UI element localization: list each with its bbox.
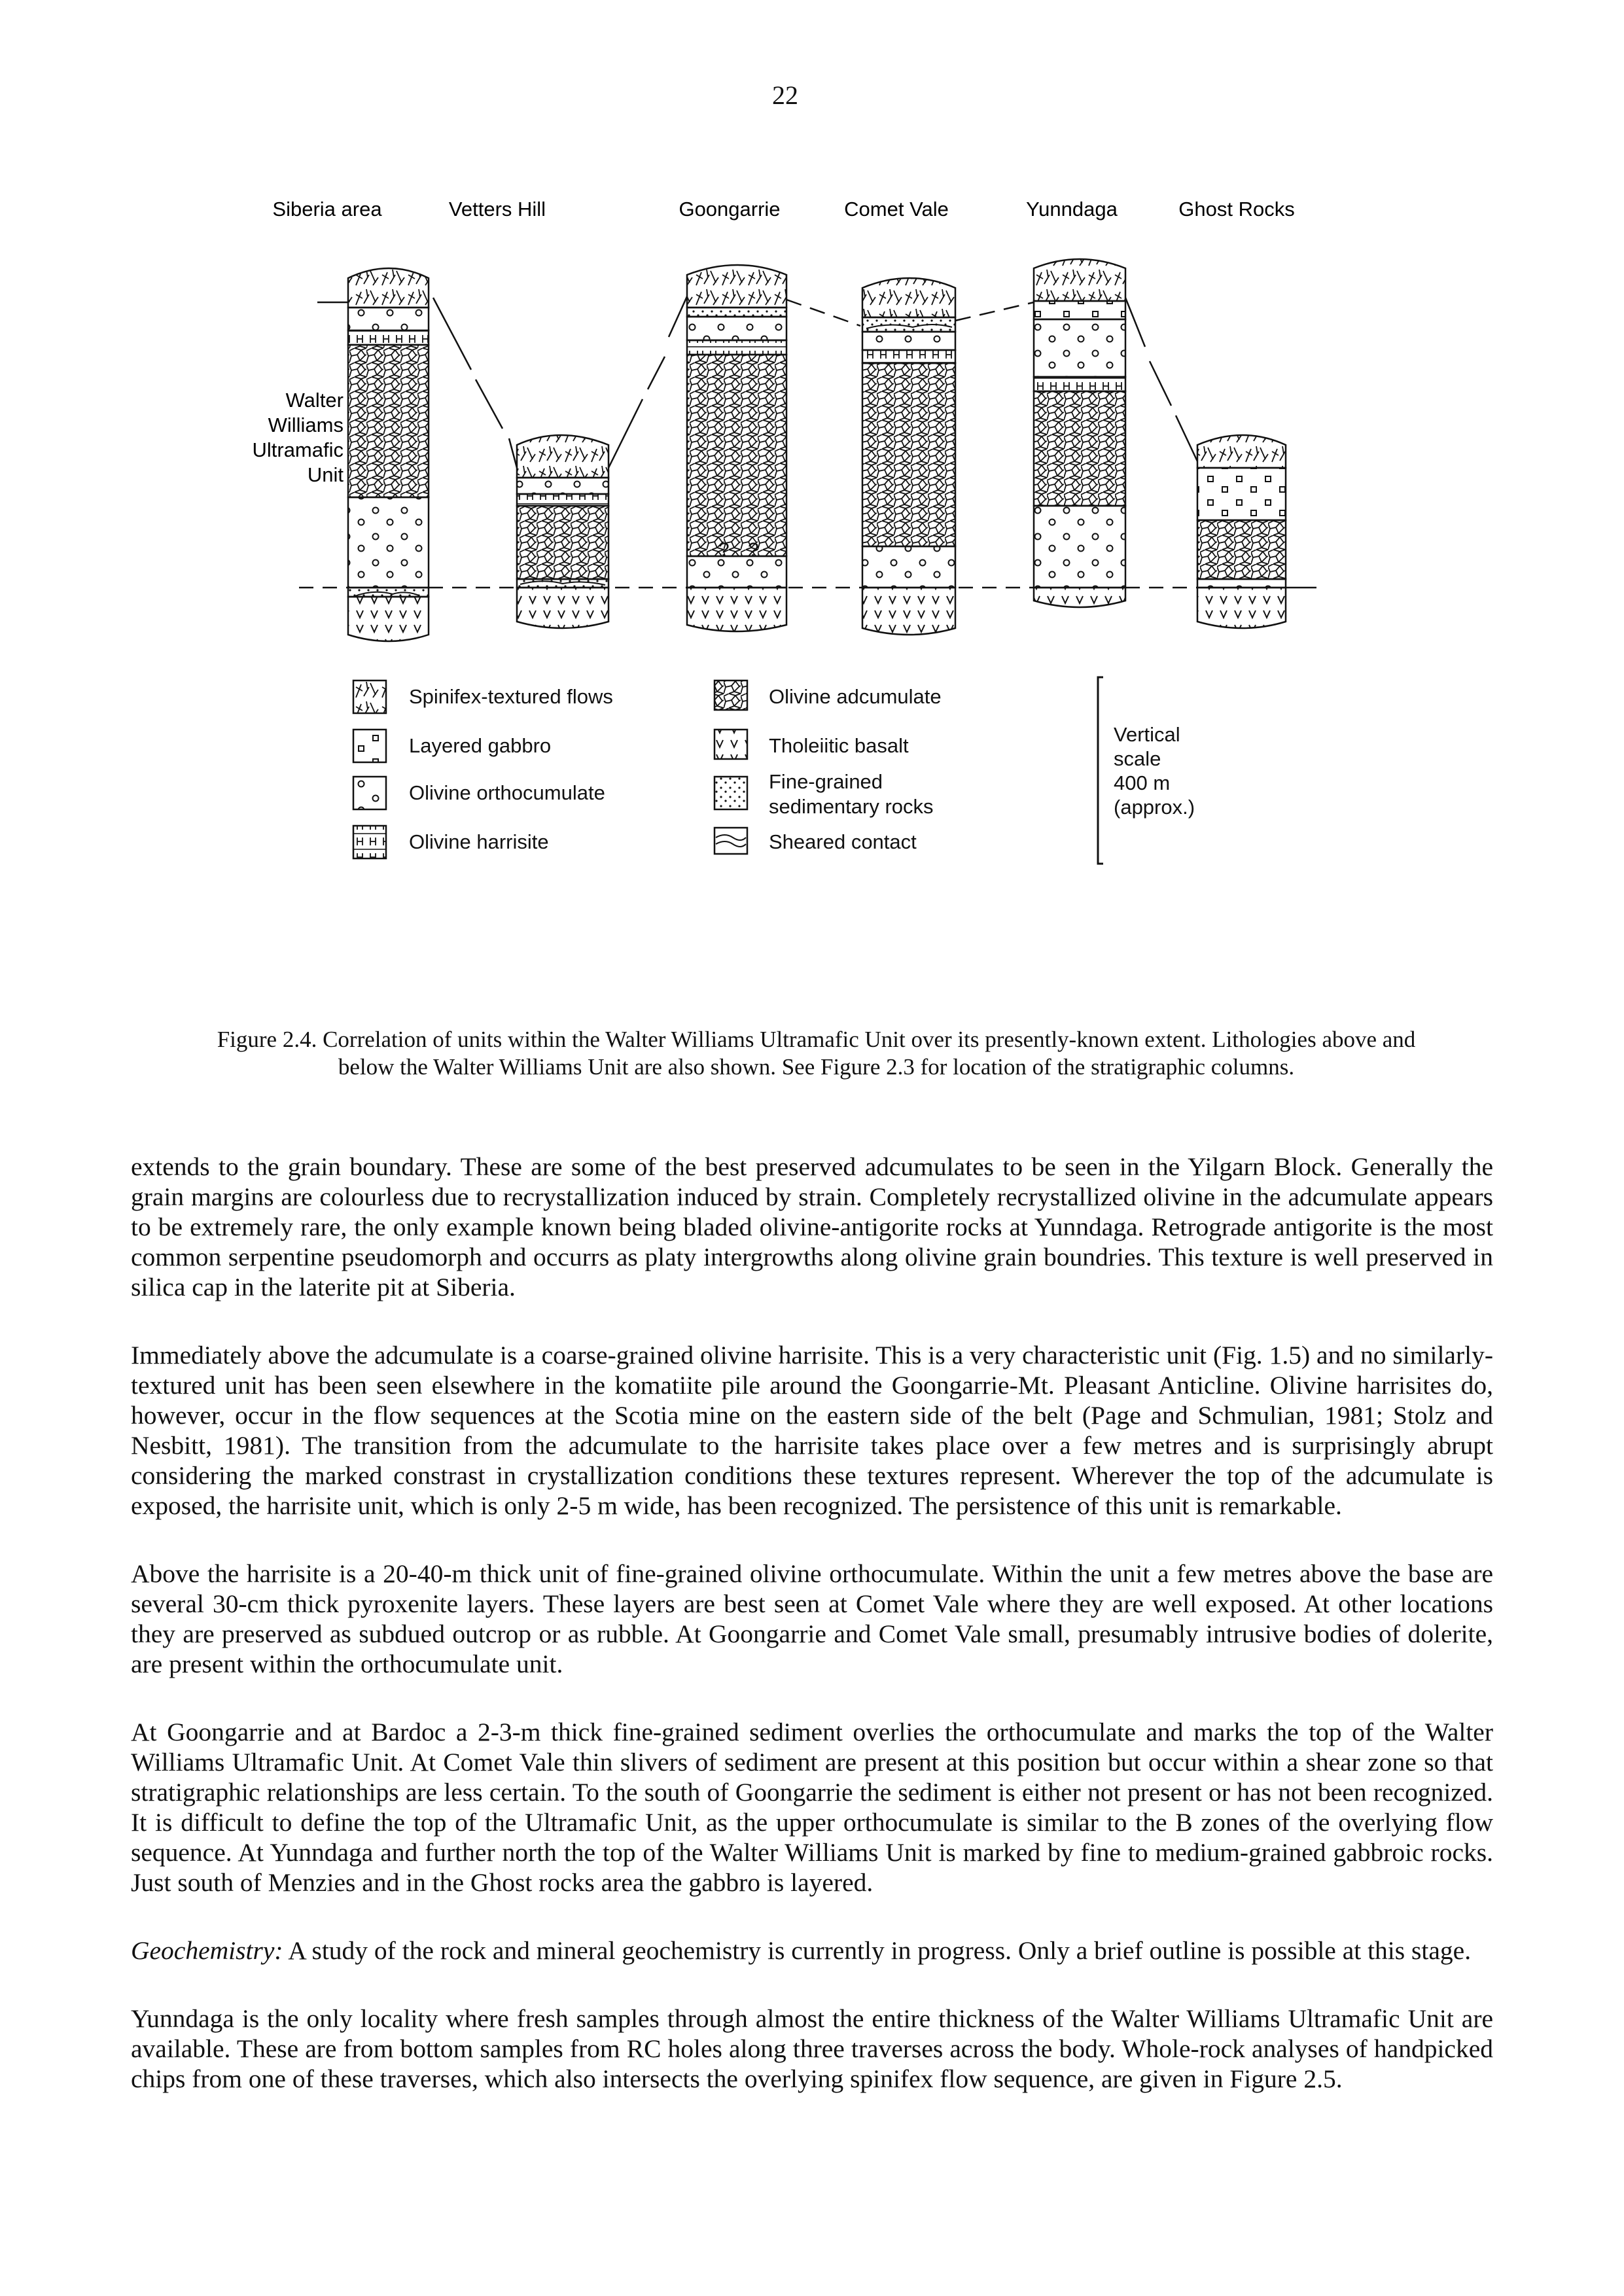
column-siberia <box>348 268 429 641</box>
paragraph: extends to the grain boundary. These are some of the best preserved adcumulates to be seen in the Yilgarn Block. Generally the grain margins are colourless due to recrystallization induced by strain. Completely recrystallized olivine in the adcumulate appears to be extremely rare, the only example known being bladed olivine-antigorite rocks at Yunndaga. Retrograde antigorite is the most common serpentine pseudomorph and occurrs as platy intergrowths along olivine grain boundries. This texture is well preserved in silica cap in the laterite pit at Siberia. <box>131 1152 1493 1301</box>
legend-label-basalt: Tholeiitic basalt <box>769 734 909 757</box>
uncertain-mark-2: ? <box>748 539 759 561</box>
legend-label-sediment-1: Fine-grained <box>769 770 883 793</box>
svg-text:Unit: Unit <box>307 463 344 486</box>
legend-swatch-adcumulate <box>715 680 747 710</box>
column-yunndaga <box>1034 259 1125 607</box>
paragraph-text: A study of the rock and mineral geochemistry is currently in progress. Only a brief outline is possible at this stage. <box>283 1936 1472 1965</box>
column-title-vetters-hill: Vetters Hill <box>448 198 546 221</box>
correlation-lines <box>299 296 1316 588</box>
legend-swatch-harrisite <box>353 826 386 858</box>
column-vetters-hill <box>517 435 609 628</box>
legend-label-harrisite: Olivine harrisite <box>409 830 549 853</box>
column-title-comet-vale: Comet Vale <box>844 198 949 221</box>
legend-label-sediment-2: sedimentary rocks <box>769 795 934 818</box>
svg-text:400 m: 400 m <box>1114 771 1171 794</box>
column-goongarrie <box>687 265 786 631</box>
column-title-yunndaga: Yunndaga <box>1026 198 1118 221</box>
paragraph: Yunndaga is the only locality where fresh samples through almost the entire thickness of the Walter Williams Ultramafic Unit are available. These are from bottom samples from RC holes along three traverses across the body. Whole-rock analyses of handpicked chips from one of these traverses, which also intersects the overlying spinifex flow sequence, are given in Figure 2.5. <box>131 2004 1493 2093</box>
legend-swatch-layered-gabbro <box>353 730 386 762</box>
figure-caption: Figure 2.4. Correlation of units within the Walter Williams Ultramafic Unit over its presently-known extent. Lithologies above and below the Walter Williams Unit are also shown. See Figure 2.3 for location of the stratigraphic columns. <box>217 1027 1416 1080</box>
paragraph: Above the harrisite is a 20-40-m thick unit of fine-grained olivine orthocumulate. Within the unit a few metres above the base are several 30-cm thick pyroxenite layers. These layers are best seen at Comet Vale where they are well exposed. At other locations they are preserved as subdued outcrop or as rubble. At Goongarrie and Comet Vale small, presumably intrusive bodies of dolerite, are present within the orthocumulate unit. <box>131 1559 1493 1678</box>
svg-text:Vertical: Vertical <box>1114 723 1180 746</box>
svg-text:Walter: Walter <box>285 389 344 412</box>
paragraph <box>131 1935 1493 1966</box>
legend-label-sheared-contact: Sheared contact <box>769 830 917 853</box>
legend <box>353 680 942 858</box>
paragraph: Immediately above the adcumulate is a coarse-grained olivine harrisite. This is a very characteristic unit (Fig. 1.5) and no similarly-textured unit has been seen elsewhere in the komatiite pile around the Goongarrie-Mt. Pleasant Anticline. Olivine harrisites do, however, occur in the flow sequences at the Scotia mine on the eastern side of the belt (Page and Schmulian, 1981; Stolz and Nesbitt, 1981). The transition from the adcumulate to the harrisite takes place over a few metres and is surprisingly abrupt considering the marked constrast in crystallization conditions these textures represent. Wherever the top of the adcumulate is exposed, the harrisite unit, which is only 2-5 m wide, has been recognized. The persistence of this unit is remarkable. <box>131 1341 1493 1520</box>
legend-label-adcumulate: Olivine adcumulate <box>769 685 942 708</box>
column-title-goongarrie: Goongarrie <box>679 198 781 221</box>
svg-text:(approx.): (approx.) <box>1114 796 1195 819</box>
column-title-siberia: Siberia area <box>272 198 382 221</box>
body-text <box>131 1152 1493 2132</box>
page-number: 22 <box>772 80 798 110</box>
unit-label <box>252 389 344 486</box>
legend-swatch-orthocumulate <box>353 777 386 809</box>
uncertain-mark-1: ? <box>718 539 730 561</box>
legend-swatch-sheared-contact <box>715 828 747 854</box>
column-ghost-rocks <box>1197 435 1286 628</box>
column-title-ghost-rocks: Ghost Rocks <box>1178 198 1295 221</box>
vertical-scale <box>1098 677 1195 864</box>
paragraph: At Goongarrie and at Bardoc a 2-3-m thick fine-grained sediment overlies the orthocumulate and marks the top of the Walter Williams Ultramafic Unit. At Comet Vale thin slivers of sediment are present at this position but occur within a shear zone so that stratigraphic relationships are less certain. To the south of Goongarrie the sediment is either not present or has not been recognized. It is difficult to define the top of the Ultramafic Unit, as the upper orthocumulate is similar to the B zones of the overlying flow sequence. At Yunndaga and further north the top of the Walter Williams Unit is marked by fine to medium-grained gabbroic rocks. Just south of Menzies and in the Ghost rocks area the gabbro is layered. <box>131 1718 1493 1897</box>
legend-label-spinifex: Spinifex-textured flows <box>409 685 613 708</box>
svg-text:scale: scale <box>1114 747 1161 770</box>
svg-text:Ultramafic: Ultramafic <box>252 438 344 461</box>
legend-label-orthocumulate: Olivine orthocumulate <box>409 781 605 804</box>
column-comet-vale <box>862 278 955 635</box>
legend-swatch-basalt <box>715 730 747 759</box>
section-lead: Geochemistry: <box>131 1936 283 1965</box>
svg-text:Williams: Williams <box>268 414 344 436</box>
legend-swatch-sediment <box>715 777 747 809</box>
legend-swatch-spinifex <box>353 680 386 713</box>
legend-label-layered-gabbro: Layered gabbro <box>409 734 552 757</box>
stratigraphic-correlation-figure <box>196 190 1348 910</box>
